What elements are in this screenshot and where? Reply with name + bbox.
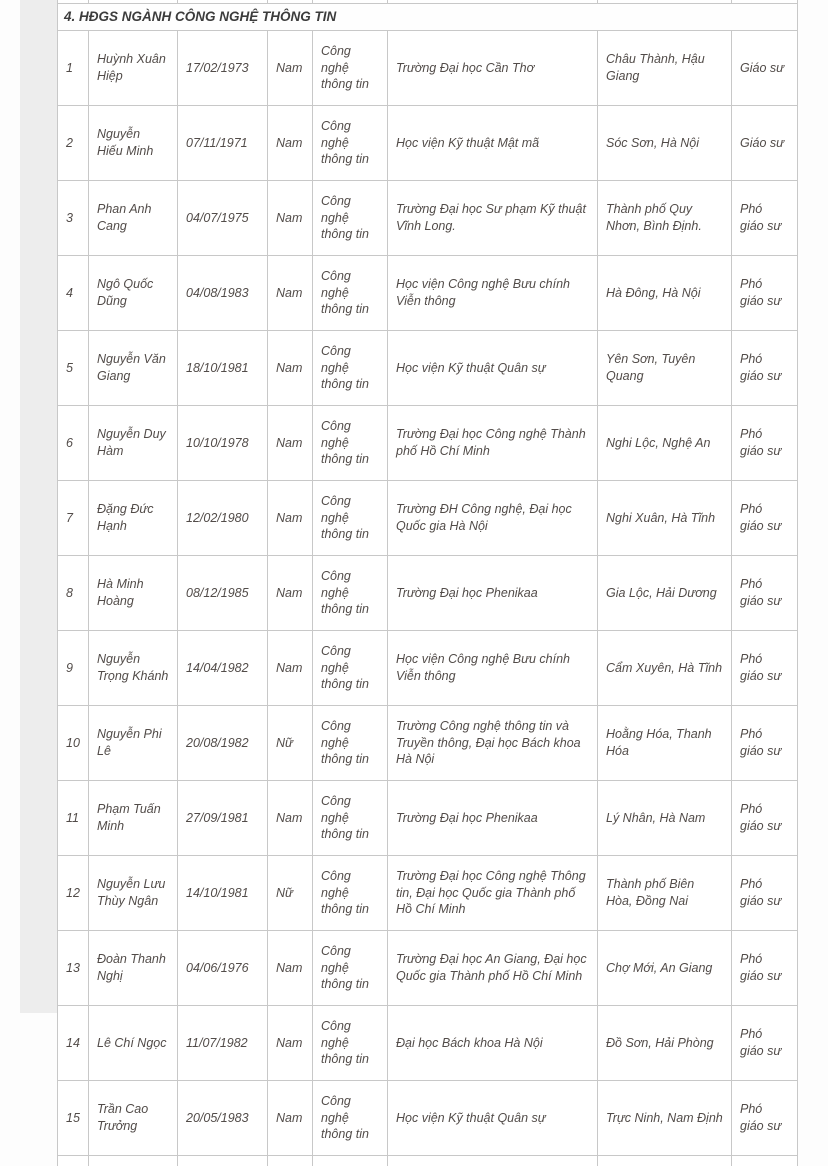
cell-title: Phó giáo sư xyxy=(732,855,798,930)
table-row xyxy=(58,555,798,630)
cell-field: Công nghệ thông tin xyxy=(313,405,388,480)
cell-birthdate: 12/02/1980 xyxy=(178,480,268,555)
cell-gender: Nam xyxy=(268,30,313,105)
table-row xyxy=(58,930,798,1005)
cell-ordinal: 6 xyxy=(58,405,89,480)
cell-hometown: Lý Nhân, Hà Nam xyxy=(598,780,732,855)
cell-ordinal: 14 xyxy=(58,1005,89,1080)
cell-title: Phó giáo sư xyxy=(732,405,798,480)
cell-institution: Trường Đại học An Giang, Đại học Quốc gia Thành phố Hồ Chí Minh xyxy=(388,930,598,1005)
cell-title: Giáo sư xyxy=(732,30,798,105)
cell-hometown: Châu Thành, Hậu Giang xyxy=(598,30,732,105)
cell-ordinal: 5 xyxy=(58,330,89,405)
cell-title: Phó giáo sư xyxy=(732,705,798,780)
cell-name: Lê Chí Ngọc xyxy=(89,1005,178,1080)
cell-field: Công nghệ thông tin xyxy=(313,480,388,555)
cell-name: Nguyễn Duy Hàm xyxy=(89,405,178,480)
cell-institution: Trường Đại học Cần Thơ xyxy=(388,30,598,105)
cell-birthdate: 04/06/1976 xyxy=(178,930,268,1005)
table-row xyxy=(58,1080,798,1155)
table-row xyxy=(58,705,798,780)
cell-title: Phó giáo sư xyxy=(732,1080,798,1155)
cell-birthdate: 10/10/1978 xyxy=(178,405,268,480)
cell-hometown: Chợ Mới, An Giang xyxy=(598,930,732,1005)
cell-birthdate: 14/10/1981 xyxy=(178,855,268,930)
cell-title: Phó giáo sư xyxy=(732,630,798,705)
cell-field: Công nghệ thông tin xyxy=(313,855,388,930)
cell-institution: Học viện Kỹ thuật Mật mã xyxy=(388,105,598,180)
cell-field: Công nghệ thông tin xyxy=(313,180,388,255)
table-row xyxy=(58,1005,798,1080)
section-header-row xyxy=(58,4,798,31)
cell-birthdate: 20/05/1983 xyxy=(178,1080,268,1155)
cell-name: Ngô Quốc Dũng xyxy=(89,255,178,330)
cell-ordinal: 2 xyxy=(58,105,89,180)
cell-ordinal: 4 xyxy=(58,255,89,330)
cell-institution: Trường Đại học Công nghệ Thông tin, Đại học Quốc gia Thành phố Hồ Chí Minh xyxy=(388,855,598,930)
cell-ordinal: 8 xyxy=(58,555,89,630)
table-row xyxy=(58,30,798,105)
cell-ordinal: 10 xyxy=(58,705,89,780)
cell-ordinal: 13 xyxy=(58,930,89,1005)
cell-institution: Trường Công nghệ thông tin và Truyền thông, Đại học Bách khoa Hà Nội xyxy=(388,705,598,780)
cell-field: Công nghệ thông tin xyxy=(313,630,388,705)
cell-title: Phó giáo sư xyxy=(732,180,798,255)
cell-field: Công nghệ thông tin xyxy=(313,1080,388,1155)
cell-institution: Học viện Công nghệ Bưu chính Viễn thông xyxy=(388,255,598,330)
cell-field: Công nghệ thông tin xyxy=(313,30,388,105)
cell-field: Công nghệ thông tin xyxy=(313,105,388,180)
partial-row-bottom xyxy=(58,1155,798,1166)
cell-hometown: Cẩm Xuyên, Hà Tĩnh xyxy=(598,630,732,705)
cell-name: Nguyễn Lưu Thùy Ngân xyxy=(89,855,178,930)
cell-ordinal: 15 xyxy=(58,1080,89,1155)
cell-name: Phạm Tuấn Minh xyxy=(89,780,178,855)
cell-birthdate: 08/12/1985 xyxy=(178,555,268,630)
cell-gender: Nam xyxy=(268,555,313,630)
cell-institution: Trường Đại học Phenikaa xyxy=(388,780,598,855)
cell-gender: Nam xyxy=(268,105,313,180)
table-row xyxy=(58,630,798,705)
cell-birthdate: 07/11/1971 xyxy=(178,105,268,180)
cell-institution: Trường Đại học Phenikaa xyxy=(388,555,598,630)
cell-birthdate: 27/09/1981 xyxy=(178,780,268,855)
cell-hometown: Gia Lộc, Hải Dương xyxy=(598,555,732,630)
cell-birthdate: 18/10/1981 xyxy=(178,330,268,405)
cell-hometown: Hoằng Hóa, Thanh Hóa xyxy=(598,705,732,780)
cell-institution: Đại học Bách khoa Hà Nội xyxy=(388,1005,598,1080)
table-row xyxy=(58,855,798,930)
cell-gender: Nam xyxy=(268,1080,313,1155)
cell-hometown: Trực Ninh, Nam Định xyxy=(598,1080,732,1155)
cell-name: Phan Anh Cang xyxy=(89,180,178,255)
cell-title: Giáo sư xyxy=(732,105,798,180)
section-title: 4. HĐGS NGÀNH CÔNG NGHỆ THÔNG TIN xyxy=(58,4,798,31)
cell-birthdate: 04/08/1983 xyxy=(178,255,268,330)
cell-gender: Nam xyxy=(268,630,313,705)
cell-birthdate: 17/02/1973 xyxy=(178,30,268,105)
cell-institution: Trường Đại học Sư phạm Kỹ thuật Vĩnh Long. xyxy=(388,180,598,255)
cell-ordinal: 3 xyxy=(58,180,89,255)
cell-birthdate: 14/04/1982 xyxy=(178,630,268,705)
cell-field: Công nghệ thông tin xyxy=(313,780,388,855)
table-row xyxy=(58,480,798,555)
cell-name: Nguyễn Trọng Khánh xyxy=(89,630,178,705)
cell-title: Phó giáo sư xyxy=(732,780,798,855)
cell-gender: Nữ xyxy=(268,705,313,780)
page-left-gutter xyxy=(20,0,57,1013)
cell-hometown: Hà Đông, Hà Nội xyxy=(598,255,732,330)
cell-hometown: Thành phố Quy Nhơn, Bình Định. xyxy=(598,180,732,255)
cell-hometown: Nghi Xuân, Hà Tĩnh xyxy=(598,480,732,555)
cell-ordinal: 12 xyxy=(58,855,89,930)
cell-field: Công nghệ thông tin xyxy=(313,705,388,780)
cell-title: Phó giáo sư xyxy=(732,330,798,405)
cell-hometown: Thành phố Biên Hòa, Đồng Nai xyxy=(598,855,732,930)
cell-gender: Nam xyxy=(268,330,313,405)
table-row xyxy=(58,405,798,480)
cell-name: Nguyễn Phi Lê xyxy=(89,705,178,780)
cell-institution: Học viện Kỹ thuật Quân sự xyxy=(388,330,598,405)
table-row xyxy=(58,255,798,330)
cell-title: Phó giáo sư xyxy=(732,930,798,1005)
table-row xyxy=(58,330,798,405)
cell-name: Đoàn Thanh Nghị xyxy=(89,930,178,1005)
cell-birthdate: 11/07/1982 xyxy=(178,1005,268,1080)
cell-gender: Nam xyxy=(268,405,313,480)
cell-institution: Trường ĐH Công nghệ, Đại học Quốc gia Hà Nội xyxy=(388,480,598,555)
table-row xyxy=(58,780,798,855)
cell-name: Nguyễn Hiếu Minh xyxy=(89,105,178,180)
cell-name: Hà Minh Hoàng xyxy=(89,555,178,630)
cell-institution: Học viện Kỹ thuật Quân sự xyxy=(388,1080,598,1155)
cell-gender: Nam xyxy=(268,930,313,1005)
cell-field: Công nghệ thông tin xyxy=(313,555,388,630)
cell-ordinal: 1 xyxy=(58,30,89,105)
cell-institution: Trường Đại học Công nghệ Thành phố Hồ Chí Minh xyxy=(388,405,598,480)
cell-name: Huỳnh Xuân Hiệp xyxy=(89,30,178,105)
cell-hometown: Nghi Lộc, Nghệ An xyxy=(598,405,732,480)
cell-field: Công nghệ thông tin xyxy=(313,330,388,405)
cell-birthdate: 20/08/1982 xyxy=(178,705,268,780)
cell-field: Công nghệ thông tin xyxy=(313,930,388,1005)
cell-gender: Nam xyxy=(268,180,313,255)
cell-gender: Nam xyxy=(268,1005,313,1080)
cell-hometown: Đồ Sơn, Hải Phòng xyxy=(598,1005,732,1080)
cell-gender: Nam xyxy=(268,255,313,330)
professor-candidates-table xyxy=(57,0,798,1166)
cell-title: Phó giáo sư xyxy=(732,555,798,630)
cell-gender: Nam xyxy=(268,480,313,555)
cell-hometown: Sóc Sơn, Hà Nội xyxy=(598,105,732,180)
cell-gender: Nữ xyxy=(268,855,313,930)
cell-name: Nguyễn Văn Giang xyxy=(89,330,178,405)
cell-name: Đặng Đức Hạnh xyxy=(89,480,178,555)
cell-title: Phó giáo sư xyxy=(732,1005,798,1080)
cell-name: Trần Cao Trưởng xyxy=(89,1080,178,1155)
table-row xyxy=(58,105,798,180)
cell-title: Phó giáo sư xyxy=(732,255,798,330)
cell-birthdate: 04/07/1975 xyxy=(178,180,268,255)
cell-hometown: Yên Sơn, Tuyên Quang xyxy=(598,330,732,405)
cell-field: Công nghệ thông tin xyxy=(313,255,388,330)
table-row xyxy=(58,180,798,255)
cell-field: Công nghệ thông tin xyxy=(313,1005,388,1080)
cell-ordinal: 7 xyxy=(58,480,89,555)
cell-title: Phó giáo sư xyxy=(732,480,798,555)
cell-ordinal: 9 xyxy=(58,630,89,705)
cell-institution: Học viện Công nghệ Bưu chính Viễn thông xyxy=(388,630,598,705)
cell-ordinal: 11 xyxy=(58,780,89,855)
cell-gender: Nam xyxy=(268,780,313,855)
